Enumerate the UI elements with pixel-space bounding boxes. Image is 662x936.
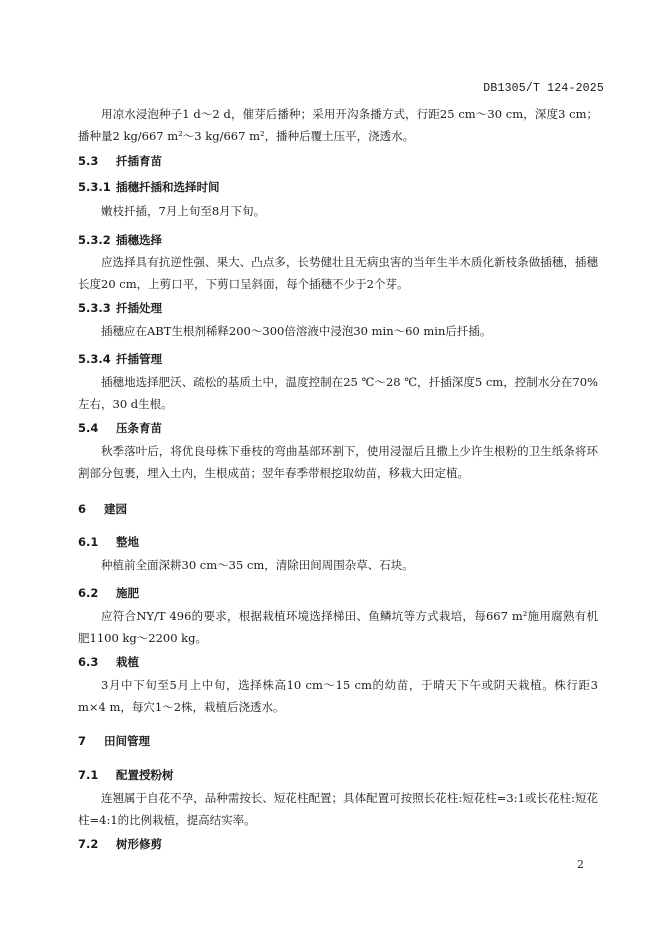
paragraph-6-3: 3月中下旬至5月上中旬，选择株高10 cm～15 cm的幼苗，于晴天下午或阴天栽植。株行距3 m×4 m，每穴1～2株，栽植后浇透水。 bbox=[78, 678, 598, 714]
heading-title: 树形修剪 bbox=[116, 837, 162, 851]
heading-number: 7 bbox=[78, 734, 87, 748]
paragraph-5-3-1: 嫩枝扦插，7月上旬至8月下旬。 bbox=[101, 204, 266, 218]
heading-title: 施肥 bbox=[116, 586, 139, 600]
heading-title: 整地 bbox=[116, 535, 139, 549]
heading-number: 6.1 bbox=[78, 535, 99, 549]
heading-number: 5.3.3 bbox=[78, 301, 111, 315]
heading-number: 6.2 bbox=[78, 586, 99, 600]
heading-title: 栽植 bbox=[116, 655, 139, 669]
heading-6 bbox=[78, 500, 127, 518]
heading-5-3-3 bbox=[78, 299, 162, 317]
heading-number: 6.3 bbox=[78, 655, 99, 669]
heading-6-3 bbox=[78, 653, 139, 671]
heading-number: 5.3.4 bbox=[78, 352, 111, 366]
heading-number: 5.3 bbox=[78, 154, 99, 168]
paragraph-6-2: 应符合NY/T 496的要求，根据栽植环境选择梯田、鱼鳞坑等方式栽培，每667 m²施用腐熟有机肥1100 kg～2200 kg。 bbox=[78, 609, 598, 645]
paragraph-5-3-3: 插穗应在ABT生根剂稀释200～300倍溶液中浸泡30 min～60 min后扦插。 bbox=[101, 324, 492, 338]
heading-number: 5.3.1 bbox=[78, 180, 111, 194]
heading-title: 建园 bbox=[104, 502, 127, 516]
paragraph-6-1: 种植前全面深耕30 cm～35 cm，清除田间周围杂草、石块。 bbox=[101, 558, 414, 572]
heading-5-3-2 bbox=[78, 231, 162, 249]
heading-title: 扦插育苗 bbox=[116, 154, 162, 168]
paragraph-seed-sowing: 用凉水浸泡种子1 d～2 d，催芽后播种；采用开沟条播方式，行距25 cm～30 cm，深度3 cm；播种量2 kg/667 m²～3 kg/667 m²，播种后覆土压平，浇透水。 bbox=[78, 107, 598, 143]
heading-number: 5.4 bbox=[78, 421, 99, 435]
paragraph-7-1: 连翘属于自花不孕，品种需按长、短花柱配置；具体配置可按照长花柱:短花柱=3:1或长花柱:短花柱=4:1的比例栽植，提高结实率。 bbox=[78, 791, 598, 827]
heading-number: 5.3.2 bbox=[78, 233, 111, 247]
heading-5-3-4 bbox=[78, 350, 162, 368]
heading-7 bbox=[78, 732, 150, 750]
heading-title: 压条育苗 bbox=[116, 421, 162, 435]
heading-5-3 bbox=[78, 152, 162, 170]
heading-5-4 bbox=[78, 419, 162, 437]
paragraph-5-3-2: 应选择具有抗逆性强、果大、凸点多，长势健壮且无病虫害的当年生半木质化新枝条做插穗，插穗长度20 cm，上剪口平，下剪口呈斜面，每个插穗不少于2个芽。 bbox=[78, 255, 598, 291]
heading-6-1 bbox=[78, 533, 139, 551]
heading-number: 6 bbox=[78, 502, 87, 516]
paragraph-5-3-4: 插穗地选择肥沃、疏松的基质土中，温度控制在25 ℃～28 ℃，扦插深度5 cm，控制水分在70%左右，30 d生根。 bbox=[78, 375, 598, 411]
heading-5-3-1 bbox=[78, 178, 220, 196]
heading-title: 扦插处理 bbox=[116, 301, 162, 315]
heading-title: 插穗选择 bbox=[116, 233, 162, 247]
document-id: DB1305/T 124-2025 bbox=[483, 82, 604, 95]
heading-6-2 bbox=[78, 584, 139, 602]
heading-number: 7.2 bbox=[78, 837, 99, 851]
heading-number: 7.1 bbox=[78, 768, 99, 782]
heading-title: 田间管理 bbox=[104, 734, 150, 748]
heading-7-2 bbox=[78, 835, 162, 853]
heading-7-1 bbox=[78, 766, 174, 784]
paragraph-5-4: 秋季落叶后，将优良母株下垂枝的弯曲基部环割下，使用浸湿后且撒上少许生根粉的卫生纸条将环割部分包裹，埋入土内，生根成苗；翌年春季带根挖取幼苗，移栽大田定植。 bbox=[78, 444, 598, 480]
heading-title: 插穗扦插和选择时间 bbox=[116, 180, 220, 194]
heading-title: 扦插管理 bbox=[116, 352, 162, 366]
heading-title: 配置授粉树 bbox=[116, 768, 174, 782]
page-number: 2 bbox=[577, 858, 584, 871]
